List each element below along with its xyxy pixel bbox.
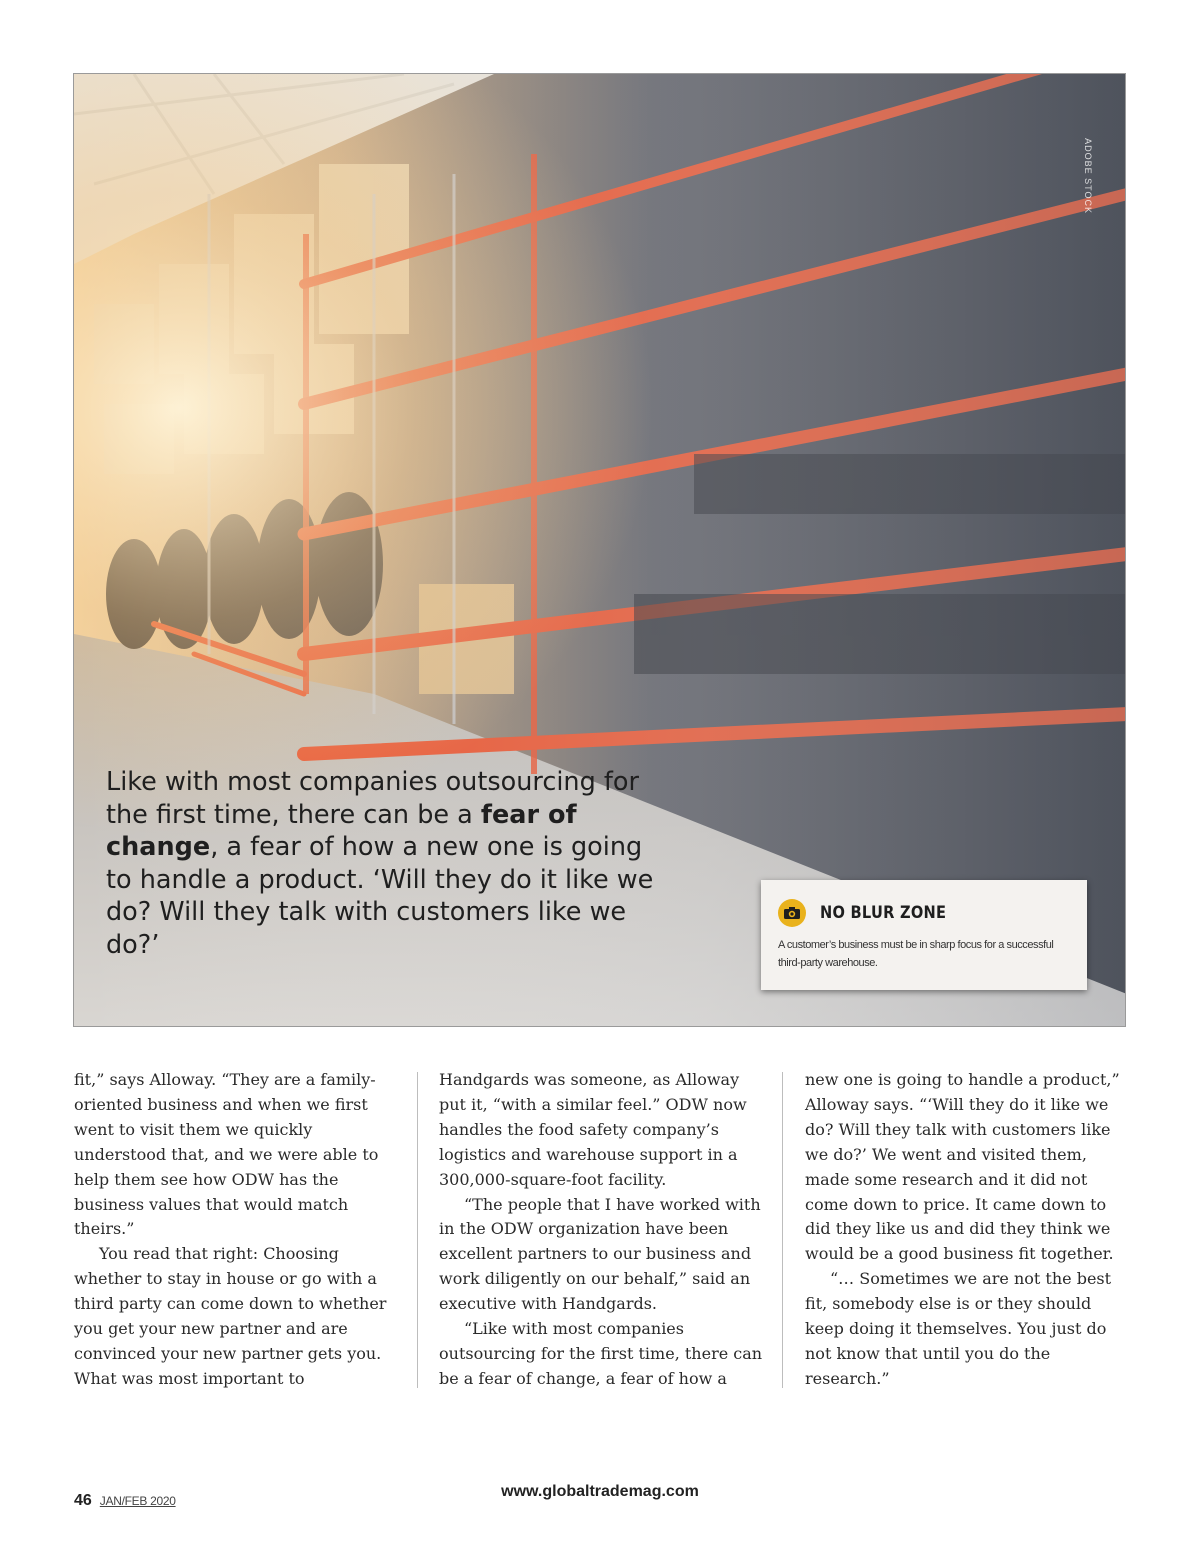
paragraph: “Like with most companies outsourcing for the first time, there can be a fear of change, a fear of how a	[439, 1319, 763, 1388]
caption-text: A customer’s business must be in sharp focus for a successful third-party warehouse.	[778, 939, 1054, 969]
article-column-3	[805, 1068, 1125, 1392]
website-url[interactable]: www.globaltrademag.com	[501, 1483, 699, 1500]
paragraph: new one is going to handle a product,” Alloway says. “‘Will they do it like we do? Will they talk with customers like we do?’ We went and visited them, made some research and it did not come down to price. It came down to did they like us and did they think we would be a good business fit together.	[805, 1070, 1120, 1264]
paragraph: fit,” says Alloway. “They are a family-oriented business and when we first went to visit them we quickly understood that, and we were able to help them see how ODW has the business values that would match theirs.”	[74, 1070, 379, 1239]
column-divider	[417, 1072, 418, 1388]
paragraph: “… Sometimes we are not the best fit, somebody else is or they should keep doing it themselves. You just do not know that until you do the research.”	[805, 1269, 1112, 1388]
photo-caption-box	[761, 880, 1087, 990]
pull-quote-emphasis: fear of change	[106, 799, 577, 862]
article-column-1	[74, 1068, 394, 1392]
photo-credit: ADOBE STOCK	[1083, 138, 1093, 214]
caption-title: NO BLUR ZONE	[820, 903, 947, 923]
paragraph: Handgards was someone, as Alloway put it, “with a similar feel.” ODW now handles the food safety company’s logistics and warehouse support in a 300,000-square-foot facility.	[439, 1070, 747, 1189]
warehouse-photo	[73, 73, 1126, 1027]
pull-quote	[106, 766, 666, 961]
pull-quote-text-before: Like with most companies outsourcing for the first time, there can be a	[106, 767, 639, 830]
pull-quote-text-after: , a fear of how a new one is going to handle a product. ‘Will they do it like we do? Will they talk with customers like we do?’	[106, 832, 654, 960]
article-column-2	[439, 1068, 769, 1392]
issue-date-link[interactable]: JAN/FEB 2020	[99, 1494, 176, 1508]
camera-icon	[778, 899, 806, 927]
paragraph: You read that right: Choosing whether to stay in house or go with a third party can come down to whether you get your new partner and are convinced your new partner gets you. What was most important to	[74, 1244, 387, 1388]
column-divider	[782, 1072, 783, 1388]
paragraph: “The people that I have worked with in the ODW organization have been excellent partners to our business and work diligently on our behalf,” said an executive with Handgards.	[439, 1194, 761, 1314]
page-number: 46	[74, 1492, 92, 1509]
